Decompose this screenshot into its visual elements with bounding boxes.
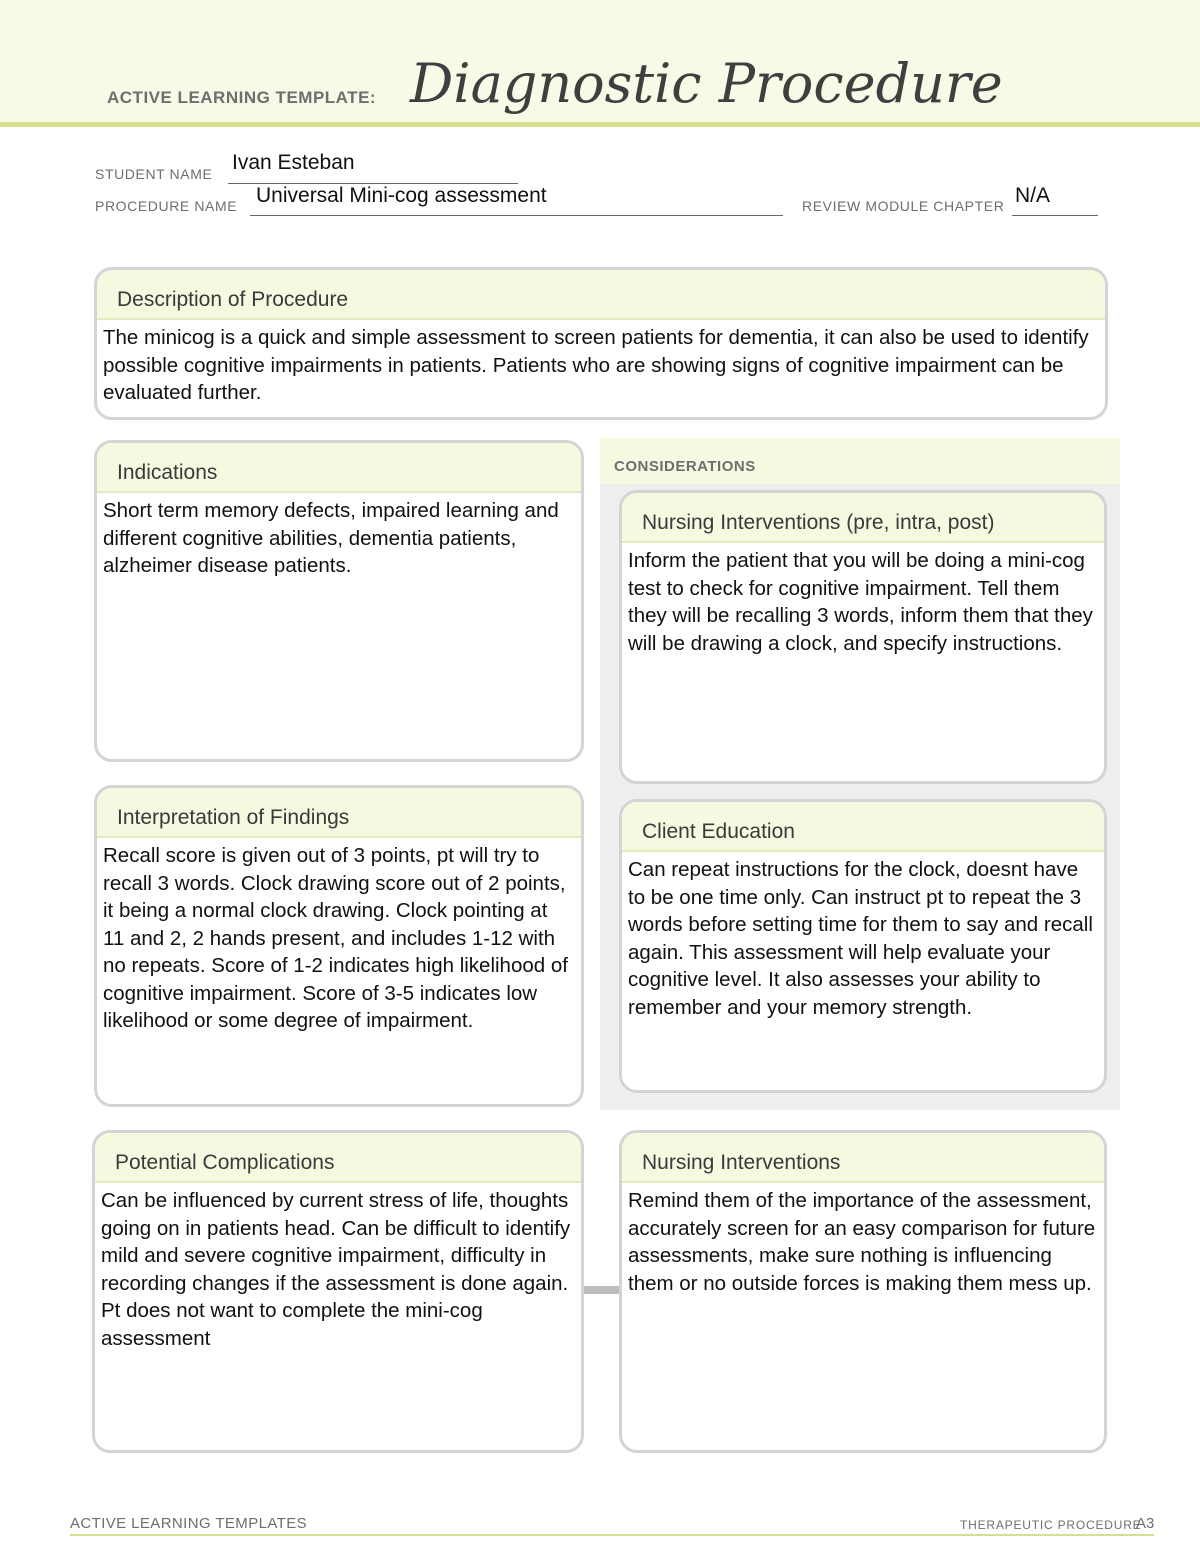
footer-left-label: ACTIVE LEARNING TEMPLATES: [70, 1515, 307, 1532]
student-name-label: STUDENT NAME: [95, 166, 213, 182]
header-rule: [0, 122, 1200, 127]
page-title: Diagnostic Procedure: [410, 52, 1003, 115]
complications-title: Potential Complications: [95, 1133, 581, 1183]
procedure-name-field[interactable]: Universal Mini-cog assessment: [256, 184, 547, 207]
procedure-name-label: PROCEDURE NAME: [95, 198, 238, 214]
indications-box: [94, 440, 584, 762]
interpretation-box: [94, 785, 584, 1107]
nursing-interventions-box: [619, 1130, 1107, 1453]
student-name-field[interactable]: Ivan Esteban: [232, 151, 355, 174]
interpretation-title: Interpretation of Findings: [97, 788, 581, 838]
interpretation-text[interactable]: Recall score is given out of 3 points, pt will try to recall 3 words. Clock drawing score out of 2 points, it being a normal clock drawing. Clock pointing at 11 and 2, 2 hands present, and includes 1-12 with no repeats. Score of 1-2 indicates high likelihood of cognitive impairment. Score of 3-5 indicates low likelihood or some degree of impairment.: [103, 844, 568, 1032]
complications-box: [92, 1130, 584, 1453]
connector-bar: [582, 1286, 620, 1294]
nursing-interventions-ppp-box: [619, 490, 1107, 784]
nursing-interventions-text[interactable]: Remind them of the importance of the assessment, accurately screen for an easy comparison for future assessments, make sure nothing is influencing them or no outside forces is making them mess up.: [628, 1189, 1096, 1295]
footer-right-label: THERAPEUTIC PROCEDURE: [960, 1518, 1142, 1532]
client-education-box: [619, 799, 1107, 1093]
footer-page-number: A3: [1136, 1515, 1155, 1532]
procedure-name-line: [250, 215, 783, 216]
review-module-label: REVIEW MODULE CHAPTER: [802, 198, 1005, 214]
description-title: Description of Procedure: [97, 270, 1105, 320]
indications-text[interactable]: Short term memory defects, impaired learning and different cognitive abilities, dementia patients, alzheimer disease patients.: [103, 499, 559, 577]
client-education-text[interactable]: Can repeat instructions for the clock, doesnt have to be one time only. Can instruct pt to repeat the 3 words before setting time for them to say and recall again. This assessment will help evaluate your cognitive level. It also assesses your ability to remember and your memory strength.: [628, 858, 1093, 1019]
client-education-title: Client Education: [622, 802, 1104, 852]
description-box: [94, 267, 1108, 420]
review-module-line: [1012, 215, 1098, 216]
template-label: ACTIVE LEARNING TEMPLATE:: [107, 88, 377, 107]
footer-rule: [70, 1534, 1154, 1536]
nursing-interventions-title: Nursing Interventions: [622, 1133, 1104, 1183]
nursing-interventions-ppp-text[interactable]: Inform the patient that you will be doing a mini-cog test to check for cognitive impairment. Tell them they will be recalling 3 words, inform them that they will be drawing a clock, and specify instructions.: [628, 549, 1093, 655]
considerations-label: CONSIDERATIONS: [614, 458, 756, 475]
description-text[interactable]: The minicog is a quick and simple assessment to screen patients for dementia, it can also be used to identify possible cognitive impairments in patients. Patients who are showing signs of cognitive impairment can be evaluated further.: [103, 326, 1089, 404]
review-module-field[interactable]: N/A: [1015, 184, 1051, 207]
nursing-interventions-ppp-title: Nursing Interventions (pre, intra, post): [622, 493, 1104, 543]
indications-title: Indications: [97, 443, 581, 493]
complications-text[interactable]: Can be influenced by current stress of life, thoughts going on in patients head. Can be difficult to identify mild and severe cognitive impairment, difficulty in recording changes if the assessment is done again. Pt does not want to complete the mini-cog assessment: [101, 1189, 571, 1350]
